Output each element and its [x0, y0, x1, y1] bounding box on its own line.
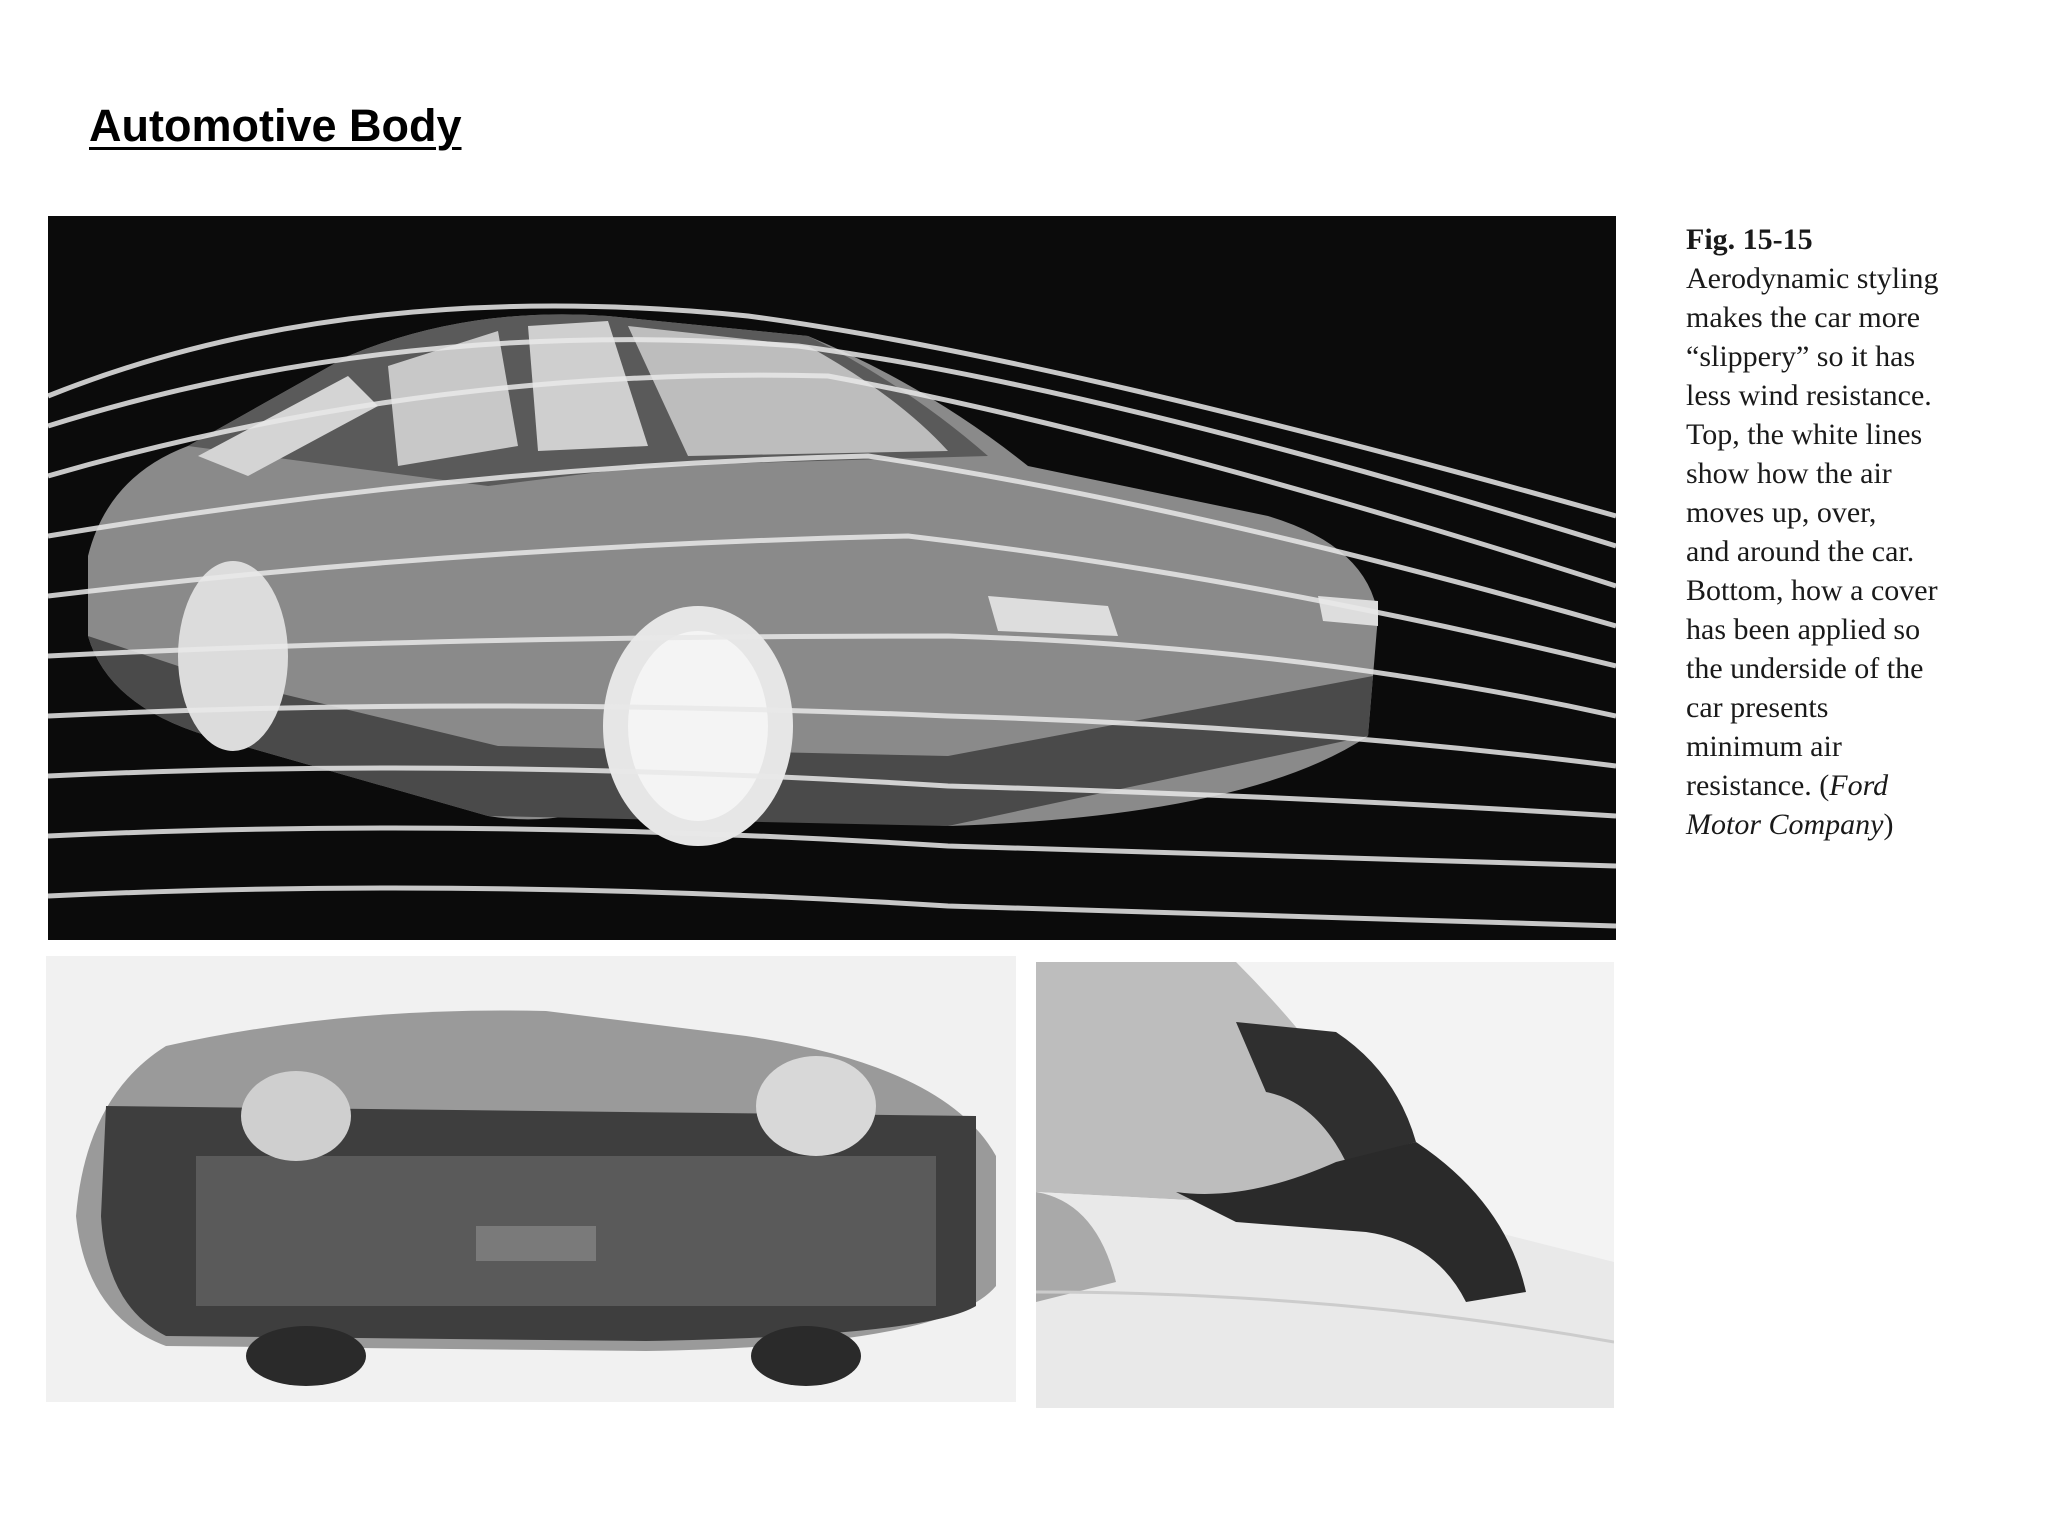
car-airflow-photo — [48, 216, 1616, 940]
caption-line: makes the car more — [1686, 301, 1921, 334]
credit-motor-company: Motor Company — [1686, 808, 1884, 841]
caption-line: has been applied so — [1686, 613, 1921, 646]
caption-line: Top, the white lines — [1686, 418, 1923, 451]
car-underside-illustration — [46, 956, 1016, 1402]
car-detail-illustration — [1036, 962, 1614, 1408]
caption-line-credit-2 — [1686, 805, 2016, 844]
caption-line-credit — [1686, 766, 2016, 805]
car-underside-photo — [46, 956, 1016, 1402]
figure-label: Fig. 15-15 — [1686, 223, 1813, 256]
caption-line: less wind resistance. — [1686, 379, 1932, 412]
caption-closing-paren: ) — [1883, 808, 1894, 841]
caption-line: and around the car. — [1686, 535, 1915, 568]
car-detail-photo — [1036, 962, 1614, 1408]
car-airflow-illustration — [48, 216, 1616, 940]
credit-ford: Ford — [1829, 769, 1889, 802]
caption-line: minimum air — [1686, 730, 1842, 763]
page-title: Automotive Body — [89, 100, 462, 151]
caption-line: Aerodynamic styling — [1686, 262, 1939, 295]
caption-line: moves up, over, — [1686, 496, 1877, 529]
caption-line: car presents — [1686, 691, 1829, 724]
caption-line: “slippery” so it has — [1686, 340, 1916, 373]
caption-resistance-text: resistance. ( — [1686, 769, 1830, 802]
caption-line: Bottom, how a cover — [1686, 574, 1938, 607]
figure-caption — [1686, 220, 2016, 844]
caption-line: the underside of the — [1686, 652, 1924, 685]
caption-line: show how the air — [1686, 457, 1892, 490]
